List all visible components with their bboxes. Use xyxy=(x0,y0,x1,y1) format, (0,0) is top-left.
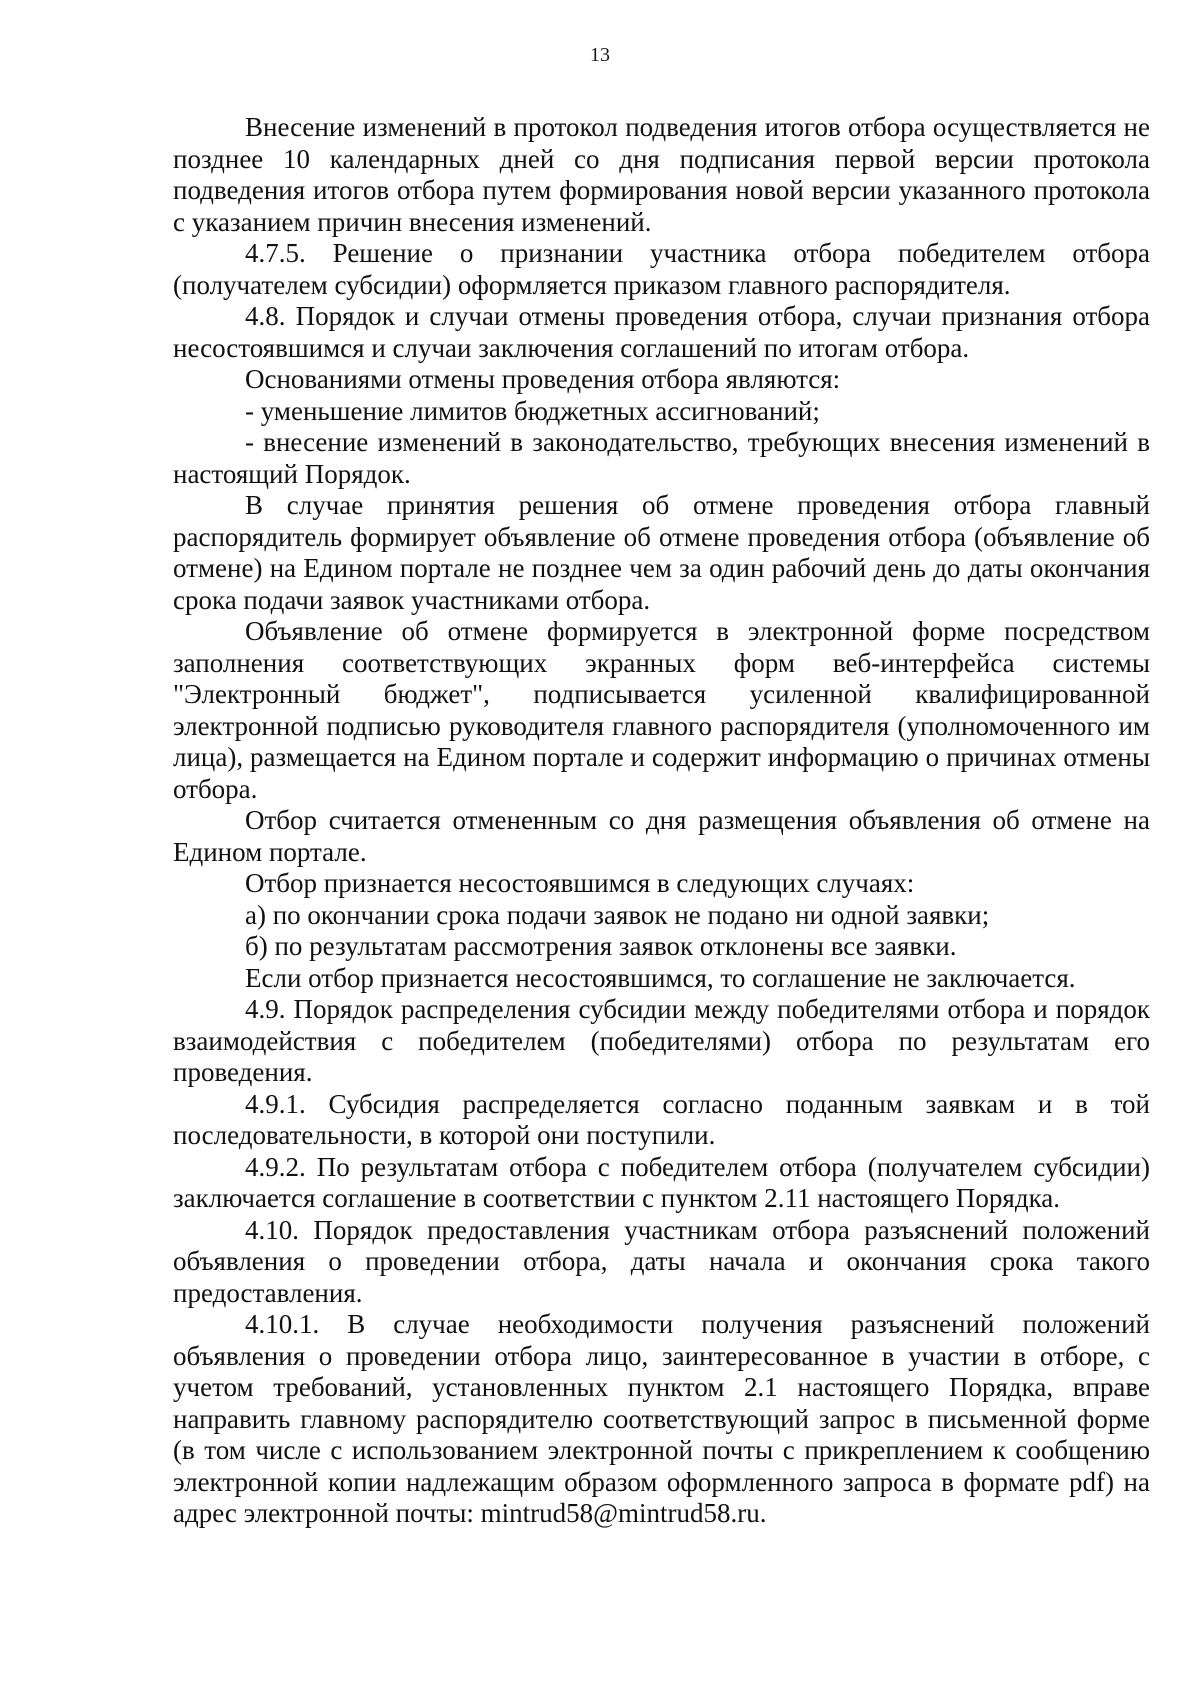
page-number: 13 xyxy=(590,44,610,66)
paragraph-cancellation-grounds: Основаниями отмены проведения отбора являются: xyxy=(245,364,841,394)
paragraph-amendment-protocol: Внесение изменений в протокол подведения итогов отбора осуществляется не позднее 10 календарных дней со дня подписания первой версии протокола подведения итогов отбора путем формирования новой версии указанного протокола с указанием причин внесения изменений. xyxy=(173,112,1150,237)
document-body xyxy=(173,112,1150,1530)
list-item-budget-reduction: - уменьшение лимитов бюджетных ассигнований; xyxy=(245,395,820,426)
paragraph-failed-cases: Отбор признается несостоявшимся в следующих случаях: xyxy=(245,868,915,898)
paragraph-4-9: 4.9. Порядок распределения субсидии между победителями отбора и порядок взаимодействия с победителем (победителями) отбора по результатам его проведения. xyxy=(173,994,1150,1087)
paragraph-4-8: 4.8. Порядок и случаи отмены проведения отбора, случаи признания отбора несостоявшимся и случаи заключения соглашений по итогам отбора. xyxy=(173,301,1150,363)
paragraph-4-10-1: 4.10.1. В случае необходимости получения разъяснений положений объявления о проведении отбора лицо, заинтересованное в участии в отборе, с учетом требований, установленных пунктом 2.1 настоящего Порядка, вправе направить главному распорядителю соответствующий запрос в письменной форме (в том числе с использованием электронной почты с прикреплением к сообщению электронной копии надлежащим образом оформленного запроса в формате pdf) на адрес электронной почты: mintrud58@mintrud58.ru. xyxy=(173,1309,1150,1528)
paragraph-cancelled-date: Отбор считается отмененным со дня размещения объявления об отмене на Едином портале. xyxy=(173,805,1150,867)
list-item-all-rejected: б) по результатам рассмотрения заявок отклонены все заявки. xyxy=(245,931,957,961)
paragraph-no-agreement: Если отбор признается несостоявшимся, то соглашение не заключается. xyxy=(245,962,1076,993)
paragraph-4-9-1: 4.9.1. Субсидия распределяется согласно поданным заявкам и в той последовательности, в которой они поступили. xyxy=(173,1088,1150,1150)
list-item-legislation-changes: - внесение изменений в законодательство, требующих внесения изменений в настоящий Порядок. xyxy=(173,427,1150,489)
paragraph-4-9-2: 4.9.2. По результатам отбора с победителем отбора (получателем субсидии) заключается соглашение в соответствии с пунктом 2.11 настоящего Порядка. xyxy=(173,1151,1150,1213)
list-item-no-applications: а) по окончании срока подачи заявок не подано ни одной заявки; xyxy=(245,899,990,930)
paragraph-cancellation-notice: Объявление об отмене формируется в электронной форме посредством заполнения соответствующих экранных форм веб-интерфейса системы "Электронный бюджет", подписывается усиленной квалифицированной электронной подписью руководителя главного распорядителя (уполномоченного им лица), размещается на Едином портале и содержит информацию о причинах отмены отбора. xyxy=(173,616,1150,804)
paragraph-4-7-5: 4.7.5. Решение о признании участника отбора победителем отбора (получателем субсидии) оформляется приказом главного распорядителя. xyxy=(173,238,1150,300)
paragraph-cancellation-decision: В случае принятия решения об отмене проведения отбора главный распорядитель формирует объявление об отмене проведения отбора (объявление об отмене) на Едином портале не позднее чем за один рабочий день до даты окончания срока подачи заявок участниками отбора. xyxy=(173,490,1150,615)
paragraph-4-10: 4.10. Порядок предоставления участникам отбора разъяснений положений объявления о проведении отбора, даты начала и окончания срока такого предоставления. xyxy=(173,1214,1150,1308)
